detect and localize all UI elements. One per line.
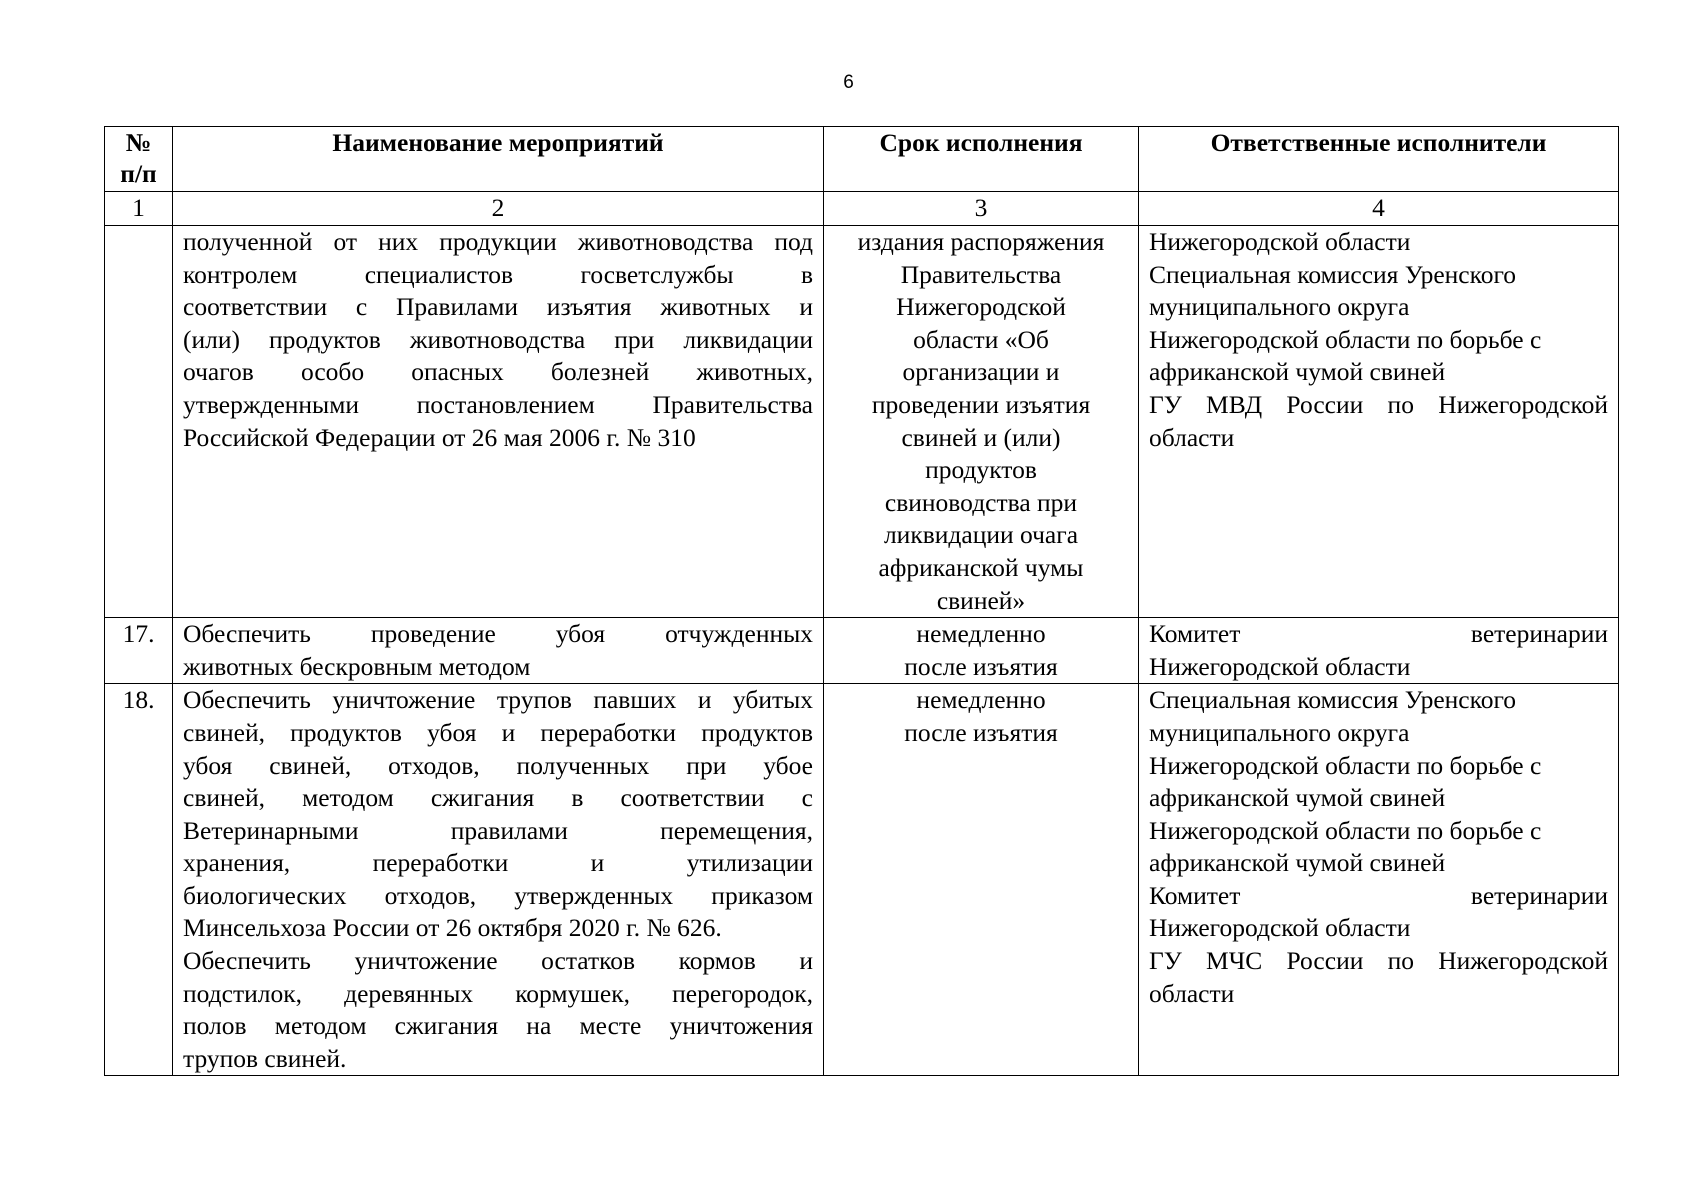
measures-table [104, 126, 1619, 1076]
text-line: свиней и (или) [901, 422, 1061, 452]
row-description [173, 226, 824, 618]
header-row [105, 127, 1619, 192]
text-line: немедленно [916, 685, 1046, 715]
text-line: Правительства [900, 259, 1062, 289]
row-description [173, 684, 824, 1076]
table-row [105, 618, 1619, 684]
text-line: свиней» [936, 585, 1026, 615]
text-line: муниципального округа [1149, 717, 1410, 747]
text-line: после изъятия [904, 717, 1058, 747]
text-line: немедленно [916, 619, 1046, 649]
text-line: проведении изъятия [871, 389, 1091, 419]
text-line: продуктов [925, 455, 1037, 485]
text-line: после изъятия [904, 651, 1058, 681]
row-responsible [1139, 226, 1619, 618]
row-term [824, 618, 1139, 684]
text-line: Комитет ветеринарии [1149, 619, 1608, 649]
text-line: Комитет ветеринарии [1149, 880, 1608, 910]
text-line: Российской Федерации от 26 мая 2006 г. № 310 [183, 422, 696, 452]
text-line: Обеспечить уничтожение трупов павших и убитых [183, 685, 813, 715]
table-row [105, 684, 1619, 1076]
row-term [824, 226, 1139, 618]
text-line: биологических отходов, утвержденных приказом [183, 880, 813, 910]
text-line: полов методом сжигания на месте уничтожения [183, 1011, 813, 1041]
text-line: Нижегородской области по борьбе с [1149, 750, 1542, 780]
header-name: Наименование мероприятий [173, 127, 824, 192]
column-number: 4 [1139, 192, 1619, 226]
header-number-line: п/п [120, 159, 157, 188]
header-responsible: Ответственные исполнители [1139, 127, 1619, 192]
row-description [173, 618, 824, 684]
text-line: Нижегородской области по борьбе с [1149, 815, 1542, 845]
text-line: (или) продуктов животноводства при ликвидации [183, 324, 813, 354]
text-line: Специальная комиссия Уренского [1149, 685, 1517, 715]
row-number: 17. [105, 618, 173, 684]
text-line: Нижегородской области по борьбе с [1149, 324, 1542, 354]
text-line: контролем специалистов госветслужбы в [183, 259, 813, 289]
text-line: свиней, продуктов убоя и переработки продуктов [183, 717, 813, 747]
text-line: свиней, методом сжигания в соответствии с [183, 783, 813, 813]
header-number [105, 127, 173, 192]
row-number [105, 226, 173, 618]
text-line: муниципального округа [1149, 292, 1410, 322]
header-term: Срок исполнения [824, 127, 1139, 192]
column-number: 1 [105, 192, 173, 226]
text-line: ГУ МВД России по Нижегородской [1149, 389, 1608, 419]
text-line: Специальная комиссия Уренского [1149, 259, 1517, 289]
text-line: ликвидации очага [883, 520, 1079, 550]
text-line: подстилок, деревянных кормушек, перегородок, [183, 978, 813, 1008]
text-line: Нижегородской области [1149, 227, 1411, 256]
row-responsible [1139, 618, 1619, 684]
text-line: трупов свиней. [183, 1043, 347, 1073]
text-line: африканской чумой свиней [1149, 357, 1446, 387]
text-line: области «Об [913, 324, 1049, 354]
text-line: ГУ МЧС России по Нижегородской [1149, 946, 1608, 976]
text-line: африканской чумой свиней [1149, 783, 1446, 813]
text-line: Обеспечить проведение убоя отчужденных [183, 619, 813, 649]
text-line: утвержденными постановлением Правительства [183, 389, 813, 419]
row-responsible [1139, 684, 1619, 1076]
text-line: африканской чумы [878, 552, 1084, 582]
text-line: Нижегородской [896, 292, 1066, 322]
text-line: организации и [902, 357, 1060, 387]
text-line: соответствии с Правилами изъятия животных и [183, 292, 813, 322]
column-number: 3 [824, 192, 1139, 226]
text-line: области [1149, 978, 1235, 1008]
text-line: Нижегородской области [1149, 651, 1411, 681]
page-number: 6 [843, 72, 854, 93]
text-line: Обеспечить уничтожение остатков кормов и [183, 946, 813, 976]
text-line: полученной от них продукции животноводства под [183, 227, 813, 256]
text-line: африканской чумой свиней [1149, 848, 1446, 878]
row-term [824, 684, 1139, 1076]
header-number-line: № [125, 128, 152, 157]
text-line: Минсельхоза России от 26 октября 2020 г. № 626. [183, 913, 722, 943]
text-line: убоя свиней, отходов, полученных при убое [183, 750, 813, 780]
text-line: Ветеринарными правилами перемещения, [183, 815, 813, 845]
text-line: области [1149, 422, 1235, 452]
text-line: очагов особо опасных болезней животных, [183, 357, 813, 387]
text-line: Нижегородской области [1149, 913, 1411, 943]
column-number: 2 [173, 192, 824, 226]
text-line: животных бескровным методом [183, 651, 531, 681]
text-line: хранения, переработки и утилизации [183, 848, 813, 878]
text-line: издания распоряжения [857, 227, 1105, 256]
text-line: свиноводства при [884, 487, 1078, 517]
table-row [105, 226, 1619, 618]
column-number-row [105, 192, 1619, 226]
row-number: 18. [105, 684, 173, 1076]
